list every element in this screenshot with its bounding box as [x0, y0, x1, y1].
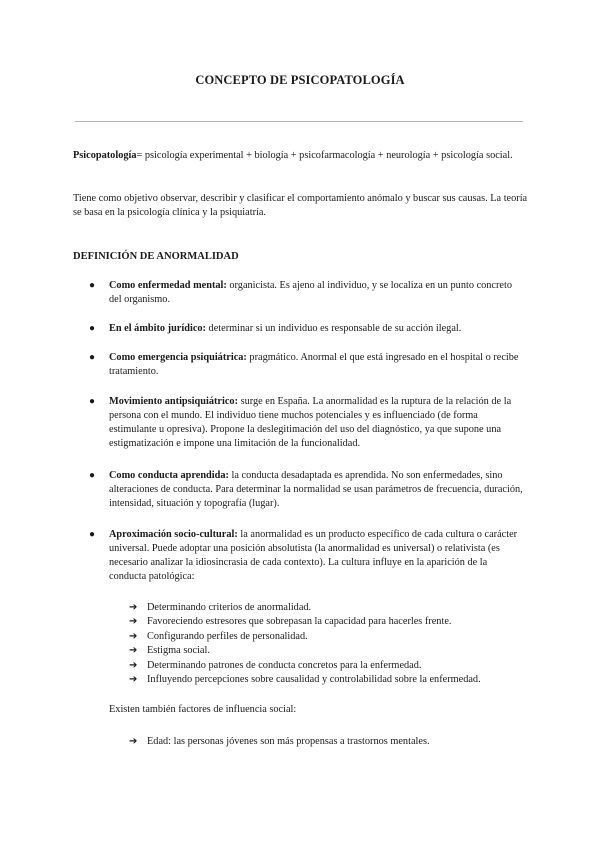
- culture-factor-item: Favoreciendo estresores que sobrepasan la capacidad para hacerles frente.: [147, 616, 452, 627]
- culture-factor-item: Estigma social.: [147, 645, 210, 656]
- arrow-icon: ➔: [129, 660, 138, 671]
- arrow-icon: ➔: [129, 736, 138, 747]
- item-text: surge en España. La anormalidad es la ruptura de la relación de la persona con el mundo. El individuo tiene muchos potenciales y es influenciado (de forma estimulante u opresiva). Propone la deslegitimación del uso del diagnóstico, ya que supone una estigmatización e impone una limitación de la funcionalidad.: [109, 396, 512, 449]
- item-label: Aproximación socio-cultural:: [109, 529, 238, 540]
- social-factor-item: Edad: las personas jóvenes son más propensas a trastornos mentales.: [147, 736, 430, 747]
- definition-text: = psicología experimental + biología + psicofarmacología + neurología + psicología social.: [136, 150, 513, 161]
- culture-factor-item: Configurando perfiles de personalidad.: [147, 631, 308, 642]
- culture-factor-item: Influyendo percepciones sobre causalidad y controlabilidad sobre la enfermedad.: [147, 674, 481, 685]
- list-item-socio-cultural: [109, 528, 524, 584]
- item-text: la anormalidad es un producto específico de cada cultura o carácter universal. Puede adoptar una posición absolutista (la anormalidad es universal) o relativista (es necesario analizar la idiosincrasia de cada contexto). La cultura influye en la aparición de la conducta patológica:: [109, 529, 518, 582]
- item-label: En el ámbito jurídico:: [109, 323, 206, 334]
- bullet-icon: ●: [89, 352, 96, 363]
- section-heading: DEFINICIÓN DE ANORMALIDAD: [73, 251, 239, 262]
- culture-factor-item: Determinando criterios de anormalidad.: [147, 602, 312, 613]
- definition-term: Psicopatología: [73, 150, 137, 161]
- item-label: Como emergencia psiquiátrica:: [109, 352, 247, 363]
- arrow-icon: ➔: [129, 602, 138, 613]
- bullet-icon: ●: [89, 323, 96, 334]
- objective-paragraph: Tiene como objetivo observar, describir y clasificar el comportamiento anómalo y buscar sus causas. La teoría se basa en la psicología clínica y la psiquiatría.: [73, 193, 528, 218]
- page-title: CONCEPTO DE PSICOPATOLOGÍA: [195, 73, 405, 87]
- list-item-conducta-aprendida: [109, 469, 524, 511]
- list-item-ambito-juridico: [109, 322, 524, 336]
- item-text: pragmático. Anormal el que está ingresado en el hospital o recibe tratamiento.: [109, 352, 519, 377]
- arrow-icon: ➔: [129, 645, 138, 656]
- list-item-emergencia-psiquiatrica: [109, 351, 524, 379]
- item-text: la conducta desadaptada es aprendida. No son enfermedades, sino alteraciones de conducta. Para determinar la normalidad se usan parámetros de frecuencia, duración, intensidad, situación y topografía (lugar).: [109, 470, 523, 509]
- arrow-icon: ➔: [129, 616, 138, 627]
- definition-paragraph: [73, 149, 528, 163]
- social-factors-intro: Existen también factores de influencia social:: [109, 704, 297, 715]
- culture-factor-item: Determinando patrones de conducta concretos para la enfermedad.: [147, 660, 422, 671]
- bullet-icon: ●: [89, 470, 96, 481]
- arrow-icon: ➔: [129, 674, 138, 685]
- item-label: Como enfermedad mental:: [109, 280, 227, 291]
- arrow-icon: ➔: [129, 631, 138, 642]
- item-label: Como conducta aprendida:: [109, 470, 229, 481]
- list-item-enfermedad-mental: [109, 279, 524, 307]
- bullet-icon: ●: [89, 396, 96, 407]
- horizontal-rule: [75, 121, 523, 122]
- item-text: determinar si un individuo es responsable de su acción ilegal.: [205, 323, 462, 334]
- item-text: organicista. Es ajeno al individuo, y se localiza en un punto concreto del organismo.: [109, 280, 513, 305]
- list-item-antipsiquiatrico: [109, 395, 524, 451]
- bullet-icon: ●: [89, 529, 96, 540]
- item-label: Movimiento antipsiquiátrico:: [109, 396, 238, 407]
- bullet-icon: ●: [89, 280, 96, 291]
